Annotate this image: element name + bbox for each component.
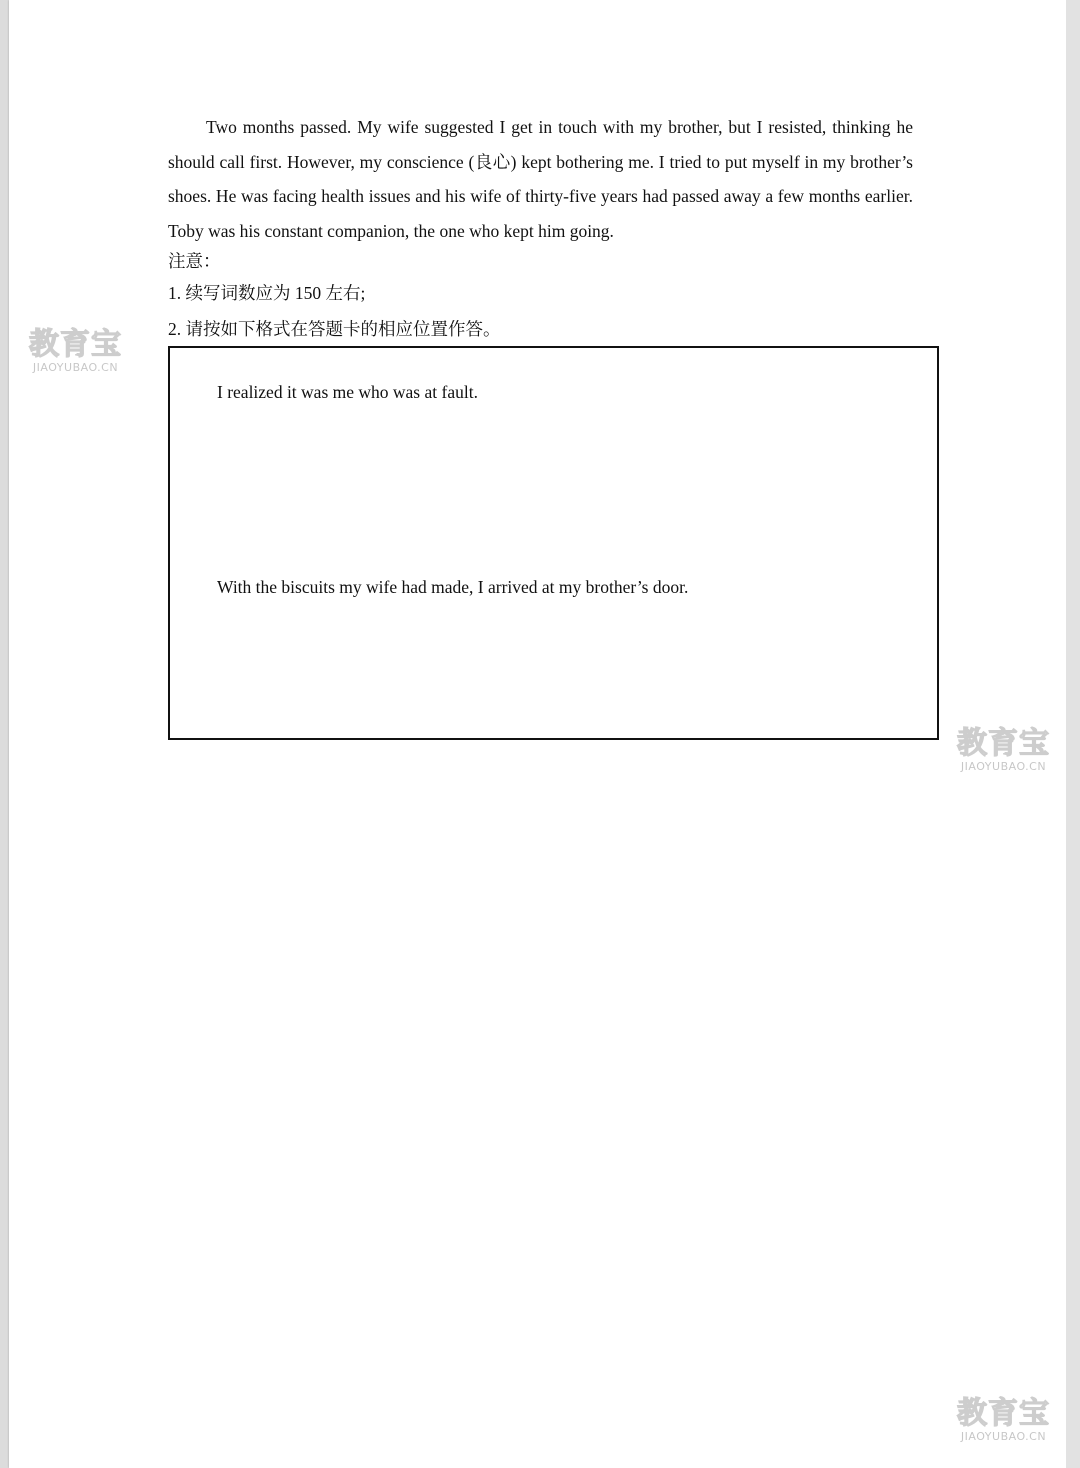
note-item-answer-format: 2. 请按如下格式在答题卡的相应位置作答。 (168, 319, 501, 339)
watermark-logo-text: 教育宝 (957, 726, 1050, 761)
notes-section (168, 247, 501, 347)
passage-paragraph: Two months passed. My wife suggested I get in touch with my brother, but I resisted, thinking he should call first. However, my conscience (良心) kept bothering me. I tried to put myself in my brother’s shoes. He was facing health issues and his wife of thirty-five years had passed away a few months earlier. Toby was his constant companion, the one who kept him going. (168, 117, 913, 241)
answer-box-second-sentence: With the biscuits my wife had made, I arrived at my brother’s door. (217, 577, 689, 597)
note-item-word-count: 1. 续写词数应为 150 左右; (168, 283, 366, 303)
watermark-logo (946, 1398, 1061, 1443)
answer-box (168, 346, 939, 740)
watermark-logo-url: JIAOYUBAO.CN (960, 760, 1047, 773)
watermark-logo (946, 728, 1061, 773)
watermark-logo-url: JIAOYUBAO.CN (32, 361, 119, 374)
answer-box-first-sentence: I realized it was me who was at fault. (217, 382, 478, 402)
notes-heading: 注意： (168, 251, 221, 271)
watermark-logo-url: JIAOYUBAO.CN (960, 1430, 1047, 1443)
watermark-logo-text: 教育宝 (957, 1396, 1050, 1431)
scrollbar-track[interactable] (1066, 0, 1080, 1468)
story-passage (168, 110, 913, 248)
watermark-logo (18, 329, 133, 374)
watermark-logo-text: 教育宝 (29, 327, 122, 362)
